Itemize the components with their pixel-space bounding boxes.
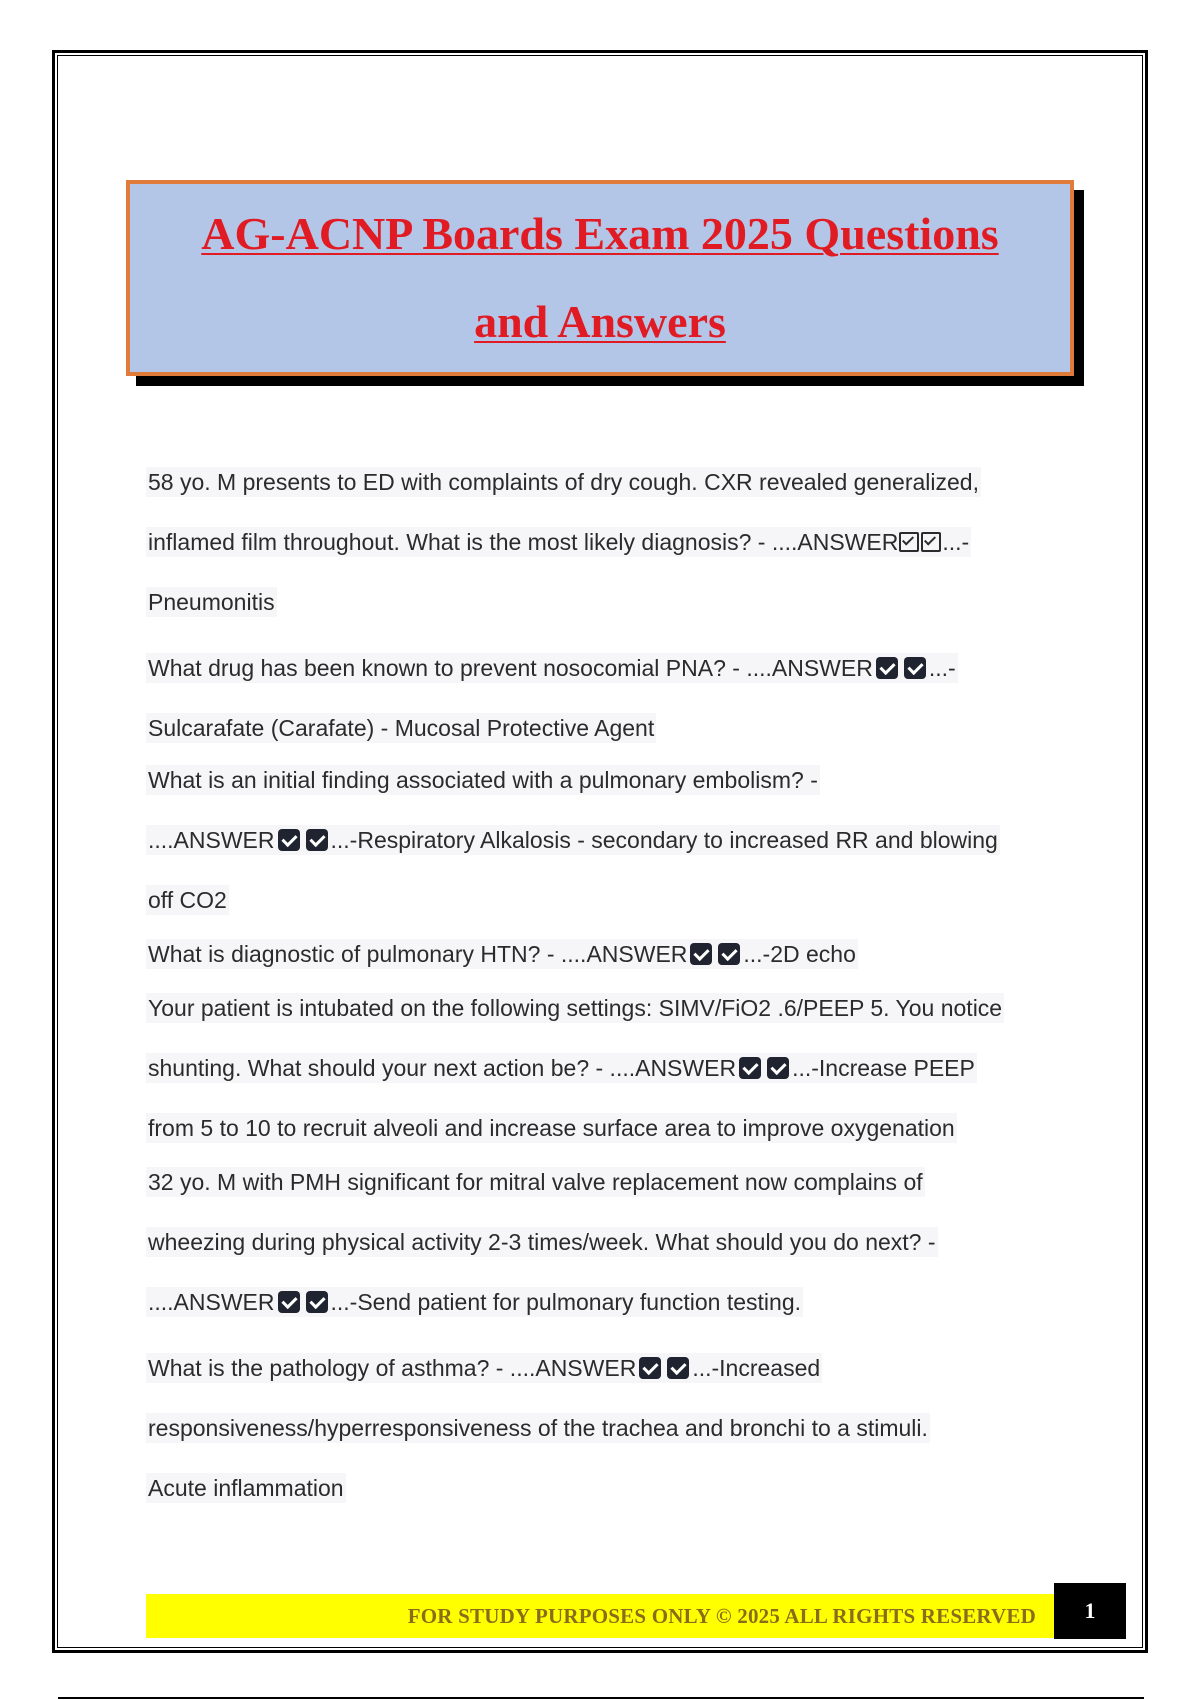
qa-item — [146, 978, 1066, 1158]
check-box-icon — [739, 1057, 761, 1079]
question-with-marker: What is the pathology of asthma? - ....ANSWER — [148, 1355, 637, 1381]
answer-text: ...-Increase PEEP — [792, 1055, 975, 1081]
answer-text: Pneumonitis — [148, 589, 275, 615]
question-with-marker: What is diagnostic of pulmonary HTN? - ....ANSWER — [148, 941, 688, 967]
question-text — [146, 939, 858, 969]
qa-item — [146, 638, 1066, 758]
question-text — [146, 653, 958, 683]
question-text — [146, 825, 1000, 855]
question-text: What is an initial finding associated with a pulmonary embolism? - — [148, 767, 818, 793]
check-box-icon — [767, 1057, 789, 1079]
qa-item — [146, 452, 1066, 632]
page-number: 1 — [1084, 1598, 1096, 1623]
answer-text: off CO2 — [148, 887, 227, 913]
footer-banner — [146, 1594, 1054, 1638]
question-text: 32 yo. M with PMH significant for mitral valve replacement now complains of — [148, 1169, 923, 1195]
check-box-icon — [639, 1357, 661, 1379]
question-text — [146, 527, 971, 557]
answer-marker: inflamed film throughout. What is the most likely diagnosis? - ....ANSWER — [148, 529, 899, 555]
question-text — [146, 1287, 803, 1317]
answer-separator: ...- — [942, 529, 970, 555]
check-box-icon — [876, 657, 898, 679]
check-box-icon — [278, 1291, 300, 1313]
title-line-2: and Answers — [474, 296, 726, 347]
question-text: 58 yo. M presents to ED with complaints of dry cough. CXR revealed generalized, — [148, 469, 979, 495]
answer-text: ...-Respiratory Alkalosis - secondary to increased RR and blowing — [330, 827, 998, 853]
answer-text: ...-Send patient for pulmonary function testing. — [330, 1289, 802, 1315]
answer-text: responsiveness/hyperresponsiveness of the trachea and bronchi to a stimuli. — [148, 1415, 928, 1441]
answer-text: Sulcarafate (Carafate) - Mucosal Protective Agent — [148, 715, 655, 741]
answer-marker: ....ANSWER — [148, 1289, 275, 1315]
page-number-box — [1054, 1583, 1126, 1639]
answer-text: Acute inflammation — [148, 1475, 344, 1501]
qa-content — [146, 452, 1066, 1518]
question-with-marker: What drug has been known to prevent nosocomial PNA? - ....ANSWER — [148, 655, 873, 681]
answer-text: ...-Increased — [692, 1355, 821, 1381]
qa-item — [146, 1338, 1066, 1518]
answer-marker: ....ANSWER — [148, 827, 275, 853]
title-box — [126, 180, 1074, 376]
check-box-icon — [921, 532, 941, 552]
answer-text: ...-2D echo — [743, 941, 856, 967]
question-text — [146, 1053, 977, 1083]
check-box-icon — [899, 532, 919, 552]
question-text: wheezing during physical activity 2-3 times/week. What should you do next? - — [148, 1229, 936, 1255]
question-with-marker: shunting. What should your next action be? - ....ANSWER — [148, 1055, 737, 1081]
check-box-icon — [718, 943, 740, 965]
check-box-icon — [904, 657, 926, 679]
answer-separator: ...- — [928, 655, 956, 681]
question-text — [146, 1353, 822, 1383]
check-box-icon — [278, 829, 300, 851]
question-text: Your patient is intubated on the following settings: SIMV/FiO2 .6/PEEP 5. You notice — [148, 995, 1003, 1021]
qa-item — [146, 750, 1066, 930]
check-box-icon — [690, 943, 712, 965]
check-box-icon — [667, 1357, 689, 1379]
answer-text: from 5 to 10 to recruit alveoli and increase surface area to improve oxygenation — [148, 1115, 955, 1141]
bottom-rule — [58, 1697, 1144, 1699]
title-line-1: AG-ACNP Boards Exam 2025 Questions — [201, 208, 999, 259]
footer-text: FOR STUDY PURPOSES ONLY © 2025 ALL RIGHTS RESERVED — [407, 1603, 1036, 1628]
qa-item — [146, 1152, 1066, 1332]
qa-item — [146, 924, 1066, 984]
check-box-icon — [306, 829, 328, 851]
check-box-icon — [306, 1291, 328, 1313]
